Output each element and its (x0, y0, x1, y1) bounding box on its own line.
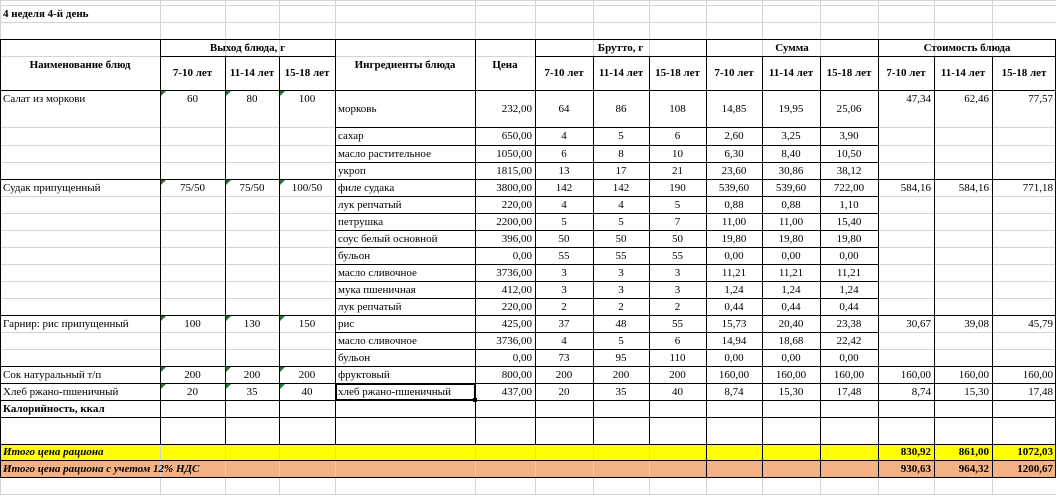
ingredient-sum-1[interactable]: 1,24 (724, 284, 744, 296)
ingredient-brutto-1[interactable]: 6 (561, 148, 567, 160)
selected-cell-outline (335, 383, 476, 401)
dish-name: Хлеб ржано-пшеничный (3, 386, 119, 398)
ingredient-brutto-3[interactable]: 3 (674, 284, 681, 296)
ingredient-brutto-3[interactable]: 110 (669, 352, 686, 364)
ingredient-price[interactable]: 396,00 (501, 233, 532, 245)
ingredient-sum-3[interactable]: 0,44 (839, 301, 859, 313)
ingredient-sum-2[interactable]: 30,86 (778, 165, 804, 177)
ingredient-brutto-1[interactable]: 4 (561, 130, 567, 142)
dish-cost-2: 62,46 (964, 93, 989, 105)
ingredient-price[interactable]: 3736,00 (496, 335, 532, 347)
ingredient-sum-2[interactable]: 19,95 (778, 103, 804, 115)
header-ingredients: Ингредиенты блюда (354, 59, 456, 71)
ingredient-brutto-3[interactable]: 5 (674, 199, 681, 211)
header-output-age-3: 15-18 лет (284, 67, 330, 79)
ingredient-brutto-2[interactable]: 86 (615, 103, 627, 115)
dish-cost-1: 47,34 (906, 93, 931, 105)
ingredient-brutto-1[interactable]: 73 (558, 352, 570, 364)
grid-line (820, 460, 821, 477)
dish-cost-3: 77,57 (1028, 93, 1053, 105)
ingredient-sum-2[interactable]: 0,00 (781, 250, 801, 262)
ingredient-brutto-3[interactable]: 7 (674, 216, 681, 228)
error-marker-icon (280, 367, 285, 372)
ingredient-sum-3[interactable]: 19,80 (836, 233, 862, 245)
dish-output-1: 100 (184, 318, 201, 330)
ingredient-name[interactable]: фруктовый (338, 369, 390, 381)
grid-line (279, 400, 280, 444)
ingredient-brutto-1[interactable]: 64 (558, 103, 570, 115)
grid-line (593, 400, 594, 444)
ingredient-brutto-3[interactable]: 6 (674, 130, 681, 142)
ingredient-name[interactable]: сахар (338, 130, 364, 142)
ingredient-brutto-3[interactable]: 21 (672, 165, 683, 177)
ingredient-sum-1[interactable]: 160,00 (718, 369, 750, 381)
ingredient-sum-3[interactable]: 1,10 (839, 199, 859, 211)
dish-name: Салат из моркови (3, 93, 86, 105)
ingredient-brutto-1[interactable]: 50 (558, 233, 570, 245)
ingredient-sum-1[interactable]: 0,00 (724, 352, 744, 364)
dish-output-3: 100 (298, 93, 316, 105)
ingredient-price[interactable]: 232,00 (501, 103, 532, 115)
dish-cost-1: 30,67 (906, 318, 931, 330)
ingredient-sum-1[interactable]: 15,73 (721, 318, 747, 330)
grid-line (225, 179, 226, 315)
dish-output-2: 75/50 (239, 182, 265, 194)
ingredient-name[interactable]: петрушка (338, 216, 384, 228)
error-marker-icon (161, 91, 166, 96)
ingredient-brutto-3[interactable]: 3 (674, 267, 681, 279)
ingredient-name[interactable]: морковь (338, 103, 377, 115)
grid-line (279, 179, 280, 315)
ingredient-brutto-3[interactable]: 50 (672, 233, 683, 245)
ingredient-brutto-3[interactable]: 108 (669, 103, 686, 115)
ingredient-sum-2[interactable]: 160,00 (775, 369, 807, 381)
ingredient-brutto-2[interactable]: 142 (612, 182, 630, 194)
error-marker-icon (226, 316, 231, 321)
ingredient-sum-2[interactable]: 11,21 (778, 267, 804, 279)
ingredient-brutto-1[interactable]: 2 (561, 301, 567, 313)
ingredient-sum-2[interactable]: 18,68 (778, 335, 804, 347)
ingredient-sum-1[interactable]: 0,44 (724, 301, 744, 313)
grid-line (535, 56, 1056, 57)
ingredient-price[interactable]: 3800,00 (496, 182, 532, 194)
header-sum-age-1: 7-10 лет (714, 67, 754, 79)
ingredient-brutto-1[interactable]: 55 (558, 250, 570, 262)
error-marker-icon (280, 316, 285, 321)
grid-line (475, 400, 476, 444)
ingredient-sum-2[interactable]: 0,88 (781, 199, 801, 211)
dish-output-3: 40 (301, 386, 313, 398)
ingredient-price[interactable]: 0,00 (512, 250, 532, 262)
grid-line (0, 179, 1, 315)
ingredient-brutto-3[interactable]: 2 (674, 301, 681, 313)
total-value-2[interactable]: 861,00 (958, 446, 989, 458)
calories-label: Калорийность, ккал (3, 403, 105, 415)
grid-line (335, 400, 336, 444)
grid-line (0, 22, 1056, 23)
dish-cost-1: 584,16 (900, 182, 931, 194)
ingredient-brutto-2[interactable]: 17 (615, 165, 627, 177)
dish-output-1: 60 (187, 93, 198, 105)
ingredient-name[interactable]: бульон (338, 250, 371, 262)
error-marker-icon (161, 384, 166, 389)
ingredient-name[interactable]: масло сливочное (338, 267, 417, 279)
grid-line (160, 56, 335, 57)
header-dish-name: Наименование блюд (29, 59, 131, 71)
ingredient-brutto-2[interactable]: 4 (618, 199, 624, 211)
dish-output-3: 100/50 (291, 182, 323, 194)
ingredient-sum-3[interactable]: 3,90 (839, 130, 859, 142)
ingredient-price[interactable]: 220,00 (501, 199, 532, 211)
ingredient-brutto-2[interactable]: 3 (618, 284, 624, 296)
grid-line (535, 400, 536, 444)
total-value-3[interactable]: 1200,67 (1017, 463, 1053, 475)
ingredient-sum-3[interactable]: 38,12 (836, 165, 862, 177)
dish-cost-3: 17,48 (1028, 386, 1053, 398)
ingredient-price[interactable]: 800,00 (501, 369, 532, 381)
ingredient-name[interactable]: масло сливочное (338, 335, 417, 347)
ingredient-price[interactable]: 0,00 (512, 352, 532, 364)
ingredient-brutto-1[interactable]: 4 (561, 335, 567, 347)
ingredient-brutto-2[interactable]: 95 (615, 352, 627, 364)
ingredient-price[interactable]: 220,00 (501, 301, 532, 313)
error-marker-icon (226, 367, 231, 372)
error-marker-icon (226, 384, 231, 389)
header-sum: Сумма (775, 42, 809, 54)
ingredient-brutto-3[interactable]: 190 (669, 182, 686, 194)
ingredient-brutto-2[interactable]: 35 (615, 386, 627, 398)
ingredient-sum-2[interactable]: 19,80 (778, 233, 804, 245)
ingredient-sum-3[interactable]: 0,00 (839, 352, 859, 364)
dish-cost-2: 584,16 (958, 182, 989, 194)
dish-name: Сок натуральный т/п (3, 369, 102, 381)
dish-cost-3: 160,00 (1022, 369, 1053, 381)
dish-output-2: 35 (246, 386, 258, 398)
ingredient-brutto-2[interactable]: 50 (615, 233, 627, 245)
grid-line (160, 179, 161, 315)
grid-line (225, 400, 226, 444)
dish-output-3: 150 (298, 318, 316, 330)
grid-line (706, 400, 707, 444)
ingredient-sum-2[interactable]: 1,24 (781, 284, 801, 296)
grid-line (934, 179, 935, 315)
ingredient-sum-3[interactable]: 17,48 (836, 386, 862, 398)
header-sum-age-2: 11-14 лет (768, 67, 814, 79)
grid-line (762, 400, 763, 444)
header-brutto: Брутто, г (597, 42, 644, 54)
ingredient-brutto-3[interactable]: 40 (672, 386, 683, 398)
ingredient-brutto-2[interactable]: 200 (612, 369, 630, 381)
grid-line (762, 460, 763, 477)
ingredient-price[interactable]: 1815,00 (496, 165, 532, 177)
ingredient-sum-1[interactable]: 0,00 (724, 250, 744, 262)
total-value-1[interactable]: 830,92 (900, 446, 931, 458)
header-price: Цена (492, 59, 518, 71)
grid-line (0, 400, 1056, 401)
dish-cost-2: 160,00 (958, 369, 989, 381)
ingredient-brutto-1[interactable]: 4 (561, 199, 567, 211)
error-marker-icon (226, 91, 231, 96)
header-cost-age-2: 11-14 лет (940, 67, 986, 79)
ingredient-sum-1[interactable]: 0,88 (724, 199, 744, 211)
ingredient-sum-3[interactable]: 722,00 (833, 182, 865, 194)
ingredient-brutto-3[interactable]: 55 (672, 250, 683, 262)
ingredient-brutto-3[interactable]: 200 (669, 369, 686, 381)
grid-line (0, 417, 1056, 418)
total-value-3[interactable]: 1072,03 (1017, 446, 1053, 458)
dish-cost-2: 39,08 (964, 318, 989, 330)
ingredient-sum-2[interactable]: 0,44 (781, 301, 801, 313)
ingredient-name[interactable]: мука пшеничная (338, 284, 416, 296)
ingredient-sum-3[interactable]: 0,00 (839, 250, 859, 262)
ingredient-price[interactable]: 412,00 (501, 284, 532, 296)
ingredient-brutto-2[interactable]: 5 (618, 335, 624, 347)
header-brutto-age-3: 15-18 лет (655, 67, 700, 79)
ingredient-brutto-1[interactable]: 200 (555, 369, 573, 381)
ingredient-brutto-3[interactable]: 6 (674, 335, 681, 347)
ingredient-sum-2[interactable]: 539,60 (775, 182, 807, 194)
header-output: Выход блюда, г (209, 42, 286, 54)
fill-handle[interactable] (473, 398, 477, 402)
total-label: Итого цена рациона с учетом 12% НДС (3, 463, 200, 475)
ingredient-sum-3[interactable]: 25,06 (836, 103, 862, 115)
ingredient-name[interactable]: филе судака (338, 182, 395, 194)
ingredient-price[interactable]: 425,00 (501, 318, 532, 330)
dish-output-1: 20 (187, 386, 198, 398)
dish-output-2: 80 (246, 93, 258, 105)
ingredient-sum-3[interactable]: 11,21 (836, 267, 862, 279)
error-marker-icon (280, 91, 285, 96)
dish-name: Судак припущенный (3, 182, 101, 194)
dish-output-2: 200 (243, 369, 261, 381)
grid-line (0, 0, 1056, 1)
ingredient-sum-1[interactable]: 14,94 (721, 335, 747, 347)
dish-cost-3: 45,79 (1028, 318, 1053, 330)
grid-line (934, 400, 935, 444)
ingredient-sum-3[interactable]: 22,42 (836, 335, 862, 347)
dish-cost-2: 15,30 (964, 386, 989, 398)
dish-cost-3: 771,18 (1022, 182, 1053, 194)
header-brutto-age-2: 11-14 лет (598, 67, 644, 79)
ingredient-sum-3[interactable]: 15,40 (836, 216, 862, 228)
grid-line (878, 400, 879, 444)
error-marker-icon (226, 180, 231, 185)
ingredient-price[interactable]: 3736,00 (496, 267, 532, 279)
ingredient-sum-2[interactable]: 11,00 (778, 216, 804, 228)
ingredient-name[interactable]: лук репчатый (338, 199, 402, 211)
ingredient-brutto-1[interactable]: 142 (555, 182, 573, 194)
ingredient-sum-1[interactable]: 19,80 (721, 233, 747, 245)
ingredient-brutto-1[interactable]: 13 (558, 165, 570, 177)
ingredient-brutto-1[interactable]: 5 (561, 216, 567, 228)
header-sum-age-3: 15-18 лет (826, 67, 872, 79)
ingredient-brutto-2[interactable]: 8 (618, 148, 624, 160)
ingredient-sum-1[interactable]: 14,85 (721, 103, 747, 115)
header-cost-age-1: 7-10 лет (886, 67, 926, 79)
ingredient-sum-1[interactable]: 539,60 (718, 182, 750, 194)
error-marker-icon (161, 316, 166, 321)
ingredient-sum-1[interactable]: 8,74 (724, 386, 744, 398)
dish-output-1: 75/50 (179, 182, 206, 194)
dish-cost-1: 160,00 (900, 369, 931, 381)
ingredient-sum-2[interactable]: 8,40 (781, 148, 801, 160)
grid-line (820, 400, 821, 444)
ingredient-price[interactable]: 2200,00 (496, 216, 532, 228)
ingredient-brutto-2[interactable]: 2 (618, 301, 624, 313)
ingredient-price[interactable]: 650,00 (501, 130, 532, 142)
grid-line (820, 444, 821, 460)
ingredient-name[interactable]: бульон (338, 352, 371, 364)
ingredient-sum-3[interactable]: 10,50 (836, 148, 862, 160)
ingredient-brutto-2[interactable]: 3 (618, 267, 624, 279)
ingredient-brutto-1[interactable]: 3 (561, 284, 567, 296)
ingredient-sum-3[interactable]: 23,38 (836, 318, 862, 330)
ingredient-brutto-2[interactable]: 5 (618, 216, 624, 228)
ingredient-brutto-3[interactable]: 10 (672, 148, 683, 160)
dish-output-1: 200 (184, 369, 201, 381)
grid-line (992, 400, 993, 444)
ingredient-sum-3[interactable]: 1,24 (839, 284, 859, 296)
error-marker-icon (161, 367, 166, 372)
error-marker-icon (161, 180, 166, 185)
ingredient-brutto-1[interactable]: 20 (558, 386, 570, 398)
grid-line (992, 179, 993, 315)
header-brutto-age-1: 7-10 лет (544, 67, 584, 79)
ingredient-brutto-1[interactable]: 37 (558, 318, 570, 330)
grid-line (706, 444, 707, 460)
total-value-2[interactable]: 964,32 (958, 463, 989, 475)
ingredient-name[interactable]: соус белый основной (338, 233, 438, 245)
error-marker-icon (280, 384, 285, 389)
grid-line (762, 444, 763, 460)
ingredient-price[interactable]: 437,00 (501, 386, 532, 398)
ingredient-sum-1[interactable]: 23,60 (721, 165, 747, 177)
ingredient-brutto-2[interactable]: 48 (615, 318, 627, 330)
grid-line (706, 460, 707, 477)
ingredient-sum-2[interactable]: 0,00 (781, 352, 801, 364)
grid-line (878, 179, 879, 315)
dish-output-3: 200 (298, 369, 316, 381)
ingredient-brutto-2[interactable]: 5 (618, 130, 624, 142)
ingredient-price[interactable]: 1050,00 (496, 148, 532, 160)
dish-name: Гарнир: рис припущенный (3, 318, 129, 330)
ingredient-name[interactable]: масло растительное (338, 148, 431, 160)
sheet-title: 4 неделя 4-й день (3, 8, 89, 20)
total-value-1[interactable]: 930,63 (900, 463, 931, 475)
ingredient-sum-1[interactable]: 11,00 (721, 216, 747, 228)
ingredient-sum-1[interactable]: 6,30 (724, 148, 744, 160)
ingredient-sum-2[interactable]: 15,30 (778, 386, 804, 398)
ingredient-name[interactable]: лук репчатый (338, 301, 402, 313)
ingredient-sum-2[interactable]: 20,40 (778, 318, 804, 330)
ingredient-sum-1[interactable]: 11,21 (721, 267, 747, 279)
grid-line (160, 400, 161, 444)
ingredient-sum-3[interactable]: 160,00 (833, 369, 865, 381)
error-marker-icon (280, 180, 285, 185)
grid-line (0, 400, 1, 444)
grid-line (0, 477, 1056, 478)
header-cost: Стоимость блюда (923, 42, 1011, 54)
dish-output-2: 130 (243, 318, 261, 330)
total-label: Итого цена рациона (3, 446, 104, 458)
grid-line (649, 400, 650, 444)
ingredient-name[interactable]: хлеб ржано-пшеничный (338, 386, 451, 398)
header-output-age-1: 7-10 лет (172, 67, 213, 79)
dish-cost-1: 8,74 (911, 386, 931, 398)
header-output-age-2: 11-14 лет (229, 67, 275, 79)
ingredient-brutto-3[interactable]: 55 (672, 318, 683, 330)
ingredient-sum-2[interactable]: 3,25 (781, 130, 801, 142)
ingredient-name[interactable]: рис (338, 318, 355, 330)
ingredient-sum-1[interactable]: 2,60 (724, 130, 744, 142)
ingredient-brutto-2[interactable]: 55 (615, 250, 627, 262)
ingredient-brutto-1[interactable]: 3 (561, 267, 567, 279)
header-cost-age-3: 15-18 лет (1001, 67, 1047, 79)
ingredient-name[interactable]: укроп (338, 165, 366, 177)
